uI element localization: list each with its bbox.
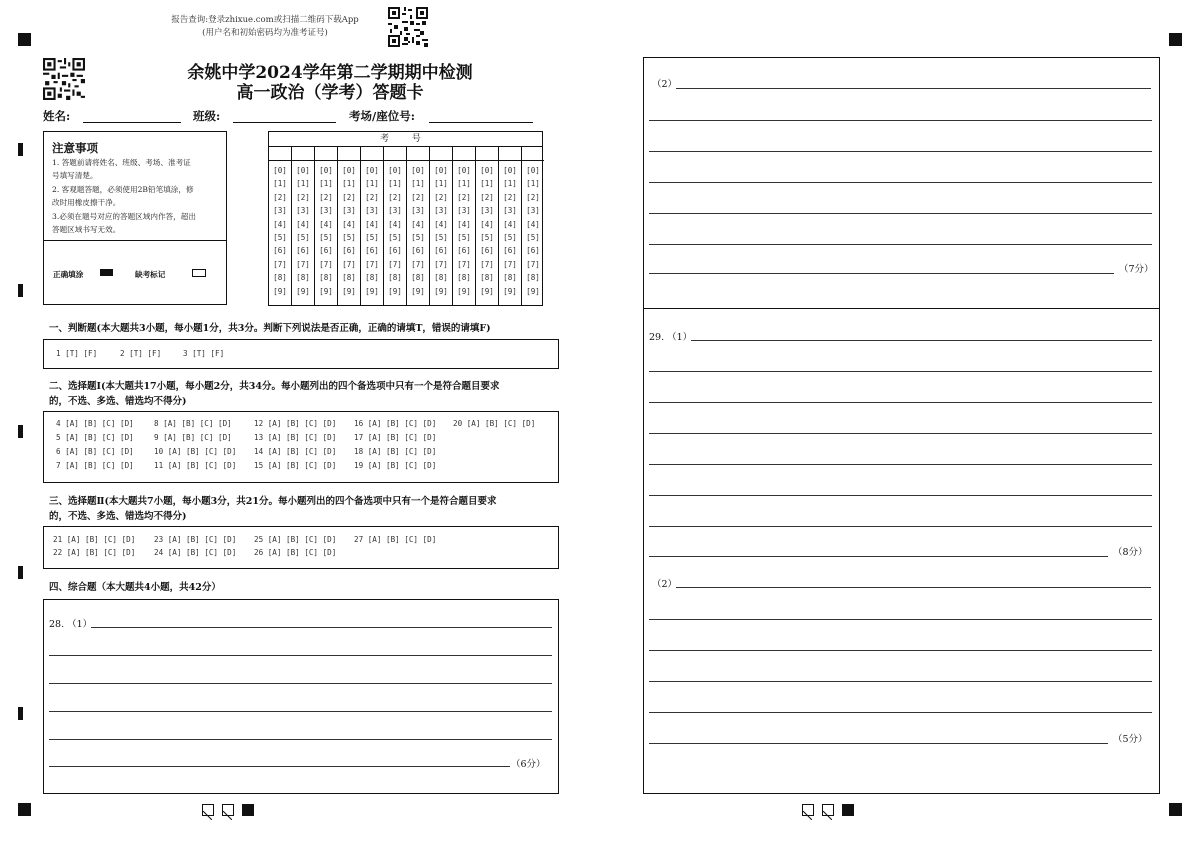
exam-number-write-cell[interactable] bbox=[522, 146, 544, 161]
q28-1-score: （6分） bbox=[511, 759, 546, 770]
exam-number-bubble[interactable]: [2] bbox=[388, 192, 402, 202]
choice-option[interactable]: 5 [A] [B] [C] [D] bbox=[56, 433, 134, 442]
exam-number-bubble[interactable]: [8] bbox=[457, 273, 471, 283]
answer-line bbox=[49, 683, 552, 684]
answer-line bbox=[649, 743, 1108, 744]
choice-option[interactable]: 10 [A] [B] [C] [D] bbox=[154, 447, 237, 456]
exam-number-bubble[interactable]: [8] bbox=[503, 273, 517, 283]
exam-number-bubble[interactable]: [6] bbox=[457, 246, 471, 256]
exam-number-bubble[interactable]: [1] bbox=[480, 179, 494, 189]
choice-option[interactable]: 7 [A] [B] [C] [D] bbox=[56, 461, 134, 470]
exam-number-bubble[interactable]: [7] bbox=[273, 259, 287, 269]
exam-number-column bbox=[430, 146, 453, 306]
exam-number-bubble[interactable]: [5] bbox=[273, 233, 287, 242]
exam-number-write-cell[interactable] bbox=[384, 146, 406, 161]
notice-heading: 注意事项 bbox=[52, 141, 98, 155]
exam-number-bubble[interactable]: [2] bbox=[480, 192, 494, 202]
choice-option[interactable]: 23 [A] [B] [C] [D] bbox=[154, 535, 237, 544]
exam-number-column bbox=[522, 146, 544, 306]
exam-number-bubble[interactable]: [1] bbox=[526, 179, 540, 189]
exam-number-bubble[interactable]: [9] bbox=[411, 286, 425, 296]
exam-number-bubble[interactable]: [1] bbox=[319, 179, 333, 189]
exam-number-bubble[interactable]: [5] bbox=[365, 233, 379, 242]
exam-number-bubble[interactable]: [3] bbox=[434, 206, 448, 216]
exam-number-bubble[interactable]: [7] bbox=[342, 259, 356, 269]
page-marker-filled bbox=[842, 804, 854, 816]
exam-number-column bbox=[453, 146, 476, 306]
exam-number-bubble[interactable]: [5] bbox=[526, 233, 540, 242]
correct-fill-label: 正确填涂 bbox=[53, 270, 84, 279]
judge-option[interactable]: 1 [T] [F] bbox=[56, 349, 98, 358]
choice-option[interactable]: 6 [A] [B] [C] [D] bbox=[56, 447, 134, 456]
exam-number-bubble[interactable]: [8] bbox=[434, 273, 448, 283]
choice-option[interactable]: 14 [A] [B] [C] [D] bbox=[254, 447, 337, 456]
answer-line bbox=[649, 120, 1152, 121]
judge-option[interactable]: 2 [T] [F] bbox=[120, 349, 162, 358]
exam-number-bubble[interactable]: [5] bbox=[503, 233, 517, 242]
notice-line: 2. 客观题答题，必须使用2B铅笔填涂，修 bbox=[52, 185, 194, 194]
choice-option[interactable]: 15 [A] [B] [C] [D] bbox=[254, 461, 337, 470]
exam-number-bubble[interactable]: [3] bbox=[388, 206, 402, 216]
exam-number-bubble[interactable]: [4] bbox=[526, 219, 540, 229]
room-label: 考场/座位号: bbox=[349, 109, 415, 123]
exam-number-column bbox=[315, 146, 338, 306]
q29-2-score: （5分） bbox=[1113, 734, 1148, 745]
choice-option[interactable]: 16 [A] [B] [C] [D] bbox=[354, 419, 437, 428]
exam-number-caption: 考 号 bbox=[269, 132, 542, 147]
exam-number-bubble[interactable]: [7] bbox=[365, 259, 379, 269]
exam-number-column bbox=[361, 146, 384, 306]
exam-number-bubble[interactable]: [0] bbox=[457, 166, 471, 175]
answer-line bbox=[649, 182, 1152, 183]
exam-number-bubble[interactable]: [1] bbox=[434, 179, 448, 189]
exam-number-bubble[interactable]: [7] bbox=[434, 259, 448, 269]
exam-number-bubble[interactable]: [8] bbox=[342, 273, 356, 283]
exam-number-bubble[interactable]: [9] bbox=[296, 286, 310, 296]
qr-code-student bbox=[43, 58, 85, 100]
timing-mark bbox=[18, 143, 23, 156]
choice-option[interactable]: 21 [A] [B] [C] [D] bbox=[53, 535, 136, 544]
section3-box bbox=[43, 526, 559, 569]
exam-number-bubble[interactable]: [3] bbox=[526, 206, 540, 216]
answer-line bbox=[649, 273, 1114, 274]
exam-number-bubble[interactable]: [6] bbox=[480, 246, 494, 256]
exam-number-column bbox=[269, 146, 292, 306]
notice-line: 改时用橡皮擦干净。 bbox=[52, 198, 121, 207]
exam-number-write-cell[interactable] bbox=[453, 146, 475, 161]
answer-line bbox=[676, 587, 1151, 588]
exam-number-bubble[interactable]: [2] bbox=[365, 192, 379, 202]
exam-number-bubble[interactable]: [5] bbox=[434, 233, 448, 242]
judge-option[interactable]: 3 [T] [F] bbox=[183, 349, 225, 358]
answer-line bbox=[649, 213, 1152, 214]
choice-option[interactable]: 12 [A] [B] [C] [D] bbox=[254, 419, 337, 428]
answer-line bbox=[649, 151, 1152, 152]
exam-number-bubble[interactable]: [6] bbox=[319, 246, 333, 256]
answer-line bbox=[49, 766, 510, 767]
q28-2-answer-box[interactable] bbox=[643, 57, 1160, 309]
name-label: 姓名: bbox=[43, 109, 71, 123]
exam-number-bubble[interactable]: [8] bbox=[411, 273, 425, 283]
answer-line bbox=[691, 340, 1152, 341]
answer-line bbox=[649, 464, 1152, 465]
answer-line bbox=[49, 711, 552, 712]
exam-number-bubble[interactable]: [9] bbox=[319, 286, 333, 296]
exam-number-bubble[interactable]: [0] bbox=[296, 166, 310, 175]
exam-number-bubble[interactable]: [0] bbox=[319, 166, 333, 175]
exam-number-bubble[interactable]: [8] bbox=[526, 273, 540, 283]
qr-code-icon bbox=[388, 7, 428, 47]
exam-number-bubble[interactable]: [9] bbox=[457, 286, 471, 296]
exam-number-write-cell[interactable] bbox=[315, 146, 337, 161]
exam-number-bubble[interactable]: [4] bbox=[434, 219, 448, 229]
exam-number-bubble[interactable]: [6] bbox=[273, 246, 287, 256]
exam-number-bubble[interactable]: [7] bbox=[457, 259, 471, 269]
exam-number-bubble[interactable]: [1] bbox=[273, 179, 287, 189]
exam-number-bubble[interactable]: [6] bbox=[434, 246, 448, 256]
exam-number-bubble[interactable]: [4] bbox=[503, 219, 517, 229]
exam-number-bubble[interactable]: [5] bbox=[342, 233, 356, 242]
exam-number-column bbox=[338, 146, 361, 306]
corner-mark-top-left bbox=[18, 33, 31, 46]
exam-number-bubble[interactable]: [2] bbox=[434, 192, 448, 202]
exam-number-bubble[interactable]: [2] bbox=[319, 192, 333, 202]
class-label: 班级: bbox=[193, 109, 221, 123]
class-field[interactable] bbox=[233, 110, 336, 123]
exam-number-bubble[interactable]: [6] bbox=[388, 246, 402, 256]
choice-option[interactable]: 27 [A] [B] [C] [D] bbox=[354, 535, 437, 544]
choice-option[interactable]: 18 [A] [B] [C] [D] bbox=[354, 447, 437, 456]
absent-mark-box[interactable] bbox=[192, 269, 206, 277]
answer-line bbox=[649, 619, 1152, 620]
exam-number-bubble[interactable]: [2] bbox=[503, 192, 517, 202]
choice-option[interactable]: 20 [A] [B] [C] [D] bbox=[453, 419, 536, 428]
exam-number-bubble[interactable]: [9] bbox=[480, 286, 494, 296]
sheet-subtitle: 高一政治（学考）答题卡 bbox=[236, 83, 424, 103]
section3-heading bbox=[49, 494, 496, 524]
exam-number-bubble[interactable]: [4] bbox=[296, 219, 310, 229]
answer-line bbox=[649, 712, 1152, 713]
answer-line bbox=[649, 244, 1152, 245]
exam-number-bubble[interactable]: [0] bbox=[365, 166, 379, 175]
exam-number-bubble[interactable]: [1] bbox=[503, 179, 517, 189]
exam-number-bubble[interactable]: [0] bbox=[388, 166, 402, 175]
q29-answer-box[interactable] bbox=[643, 308, 1160, 794]
exam-number-bubble[interactable]: [3] bbox=[342, 206, 356, 216]
choice-option[interactable]: 9 [A] [B] [C] [D] bbox=[154, 433, 232, 442]
exam-number-bubble[interactable]: [5] bbox=[296, 233, 310, 242]
exam-number-bubble[interactable]: [0] bbox=[480, 166, 494, 175]
exam-number-write-cell[interactable] bbox=[407, 146, 429, 161]
exam-number-bubble[interactable]: [2] bbox=[526, 192, 540, 202]
exam-number-bubble[interactable]: [0] bbox=[411, 166, 425, 175]
exam-number-column bbox=[292, 146, 315, 306]
notice-line: 1. 答题前请将姓名、班级、考场、准考证 bbox=[52, 158, 191, 167]
exam-number-bubble[interactable]: [9] bbox=[273, 286, 287, 296]
page-marker-empty bbox=[202, 804, 214, 816]
exam-number-bubble[interactable]: [0] bbox=[342, 166, 356, 175]
exam-number-bubble[interactable]: [2] bbox=[342, 192, 356, 202]
exam-number-bubble[interactable]: [8] bbox=[296, 273, 310, 283]
exam-number-bubble[interactable]: [2] bbox=[296, 192, 310, 202]
exam-number-bubble[interactable]: [3] bbox=[457, 206, 471, 216]
exam-number-bubble[interactable]: [5] bbox=[411, 233, 425, 242]
q29-2-label: （2） bbox=[652, 579, 678, 590]
exam-number-bubble[interactable]: [8] bbox=[480, 273, 494, 283]
exam-number-bubble[interactable]: [4] bbox=[388, 219, 402, 229]
q28-2-label: （2） bbox=[652, 79, 678, 90]
exam-number-bubble[interactable]: [5] bbox=[319, 233, 333, 242]
q28-answer-box[interactable] bbox=[43, 599, 559, 794]
sheet-title: 余姚中学2024学年第二学期期中检测 bbox=[187, 63, 473, 83]
name-field[interactable] bbox=[83, 110, 181, 123]
q28-label: 28. （1） bbox=[49, 619, 93, 630]
page-marker-filled bbox=[242, 804, 254, 816]
answer-line bbox=[649, 556, 1108, 557]
exam-number-bubble[interactable]: [3] bbox=[296, 206, 310, 216]
exam-number-bubble[interactable]: [9] bbox=[434, 286, 448, 296]
exam-number-bubble[interactable]: [2] bbox=[273, 192, 287, 202]
section2-heading-line2: 的，不选、多选、错选均不得分) bbox=[49, 396, 187, 407]
timing-mark bbox=[18, 566, 23, 579]
exam-number-bubble[interactable]: [7] bbox=[388, 259, 402, 269]
exam-number-bubble[interactable]: [8] bbox=[365, 273, 379, 283]
exam-number-column bbox=[499, 146, 522, 306]
answer-line bbox=[649, 433, 1152, 434]
section2-heading bbox=[49, 379, 500, 409]
exam-number-bubble[interactable]: [6] bbox=[411, 246, 425, 256]
q29-1-score: （8分） bbox=[1113, 547, 1148, 558]
exam-number-bubble[interactable]: [8] bbox=[388, 273, 402, 283]
exam-number-bubble[interactable]: [6] bbox=[365, 246, 379, 256]
corner-mark-top-right bbox=[1169, 33, 1182, 46]
section3-heading-line1: 三、选择题Ⅱ(本大题共7小题，每小题3分，共21分。每小题列出的四个备选项中只有一个是符合题目要求 bbox=[49, 496, 497, 507]
exam-number-bubble[interactable]: [7] bbox=[503, 259, 517, 269]
exam-number-write-cell[interactable] bbox=[499, 146, 521, 161]
exam-number-bubble[interactable]: [1] bbox=[457, 179, 471, 189]
exam-number-bubble[interactable]: [3] bbox=[273, 206, 287, 216]
exam-number-bubble[interactable]: [2] bbox=[457, 192, 471, 202]
choice-option[interactable]: 11 [A] [B] [C] [D] bbox=[154, 461, 237, 470]
qr-code-download[interactable] bbox=[388, 7, 428, 47]
choice-option[interactable]: 24 [A] [B] [C] [D] bbox=[154, 548, 237, 557]
exam-number-write-cell[interactable] bbox=[361, 146, 383, 161]
slash-icon bbox=[823, 811, 832, 820]
answer-line bbox=[676, 88, 1151, 89]
exam-number-bubble[interactable]: [4] bbox=[411, 219, 425, 229]
choice-option[interactable]: 17 [A] [B] [C] [D] bbox=[354, 433, 437, 442]
exam-number-column bbox=[476, 146, 499, 306]
qr-code-icon bbox=[43, 58, 85, 100]
slash-icon bbox=[203, 811, 212, 820]
corner-mark-bottom-left bbox=[18, 803, 31, 816]
answer-line bbox=[649, 371, 1152, 372]
exam-number-bubble[interactable]: [3] bbox=[411, 206, 425, 216]
exam-number-write-cell[interactable] bbox=[476, 146, 498, 161]
choice-option[interactable]: 22 [A] [B] [C] [D] bbox=[53, 548, 136, 557]
exam-number-column bbox=[384, 146, 407, 306]
notice-box bbox=[43, 131, 227, 305]
q28-2-score: （7分） bbox=[1119, 264, 1154, 275]
corner-mark-bottom-right bbox=[1169, 803, 1182, 816]
exam-number-bubble[interactable]: [3] bbox=[480, 206, 494, 216]
answer-line bbox=[91, 627, 552, 628]
exam-number-bubble[interactable]: [5] bbox=[388, 233, 402, 242]
choice-option[interactable]: 13 [A] [B] [C] [D] bbox=[254, 433, 337, 442]
timing-mark bbox=[18, 425, 23, 438]
exam-number-bubble[interactable]: [4] bbox=[457, 219, 471, 229]
report-hint bbox=[150, 14, 380, 40]
timing-mark bbox=[18, 284, 23, 297]
exam-number-bubble[interactable]: [0] bbox=[434, 166, 448, 175]
exam-number-bubble[interactable]: [4] bbox=[365, 219, 379, 229]
answer-line bbox=[649, 650, 1152, 651]
exam-number-bubble[interactable]: [3] bbox=[365, 206, 379, 216]
exam-number-bubble[interactable]: [9] bbox=[365, 286, 379, 296]
slash-icon bbox=[223, 811, 232, 820]
exam-number-bubble[interactable]: [9] bbox=[342, 286, 356, 296]
q29-label: 29. （1） bbox=[649, 332, 693, 343]
correct-fill-sample bbox=[100, 269, 113, 276]
answer-line bbox=[649, 402, 1152, 403]
exam-number-bubble[interactable]: [9] bbox=[526, 286, 540, 296]
exam-number-bubble[interactable]: [3] bbox=[503, 206, 517, 216]
exam-number-bubble[interactable]: [4] bbox=[342, 219, 356, 229]
exam-number-bubble[interactable]: [6] bbox=[503, 246, 517, 256]
notice-line: 3.必须在题号对应的答题区域内作答，超出 bbox=[52, 212, 196, 221]
exam-number-bubble[interactable]: [0] bbox=[273, 166, 287, 175]
exam-number-bubble[interactable]: [3] bbox=[319, 206, 333, 216]
exam-number-bubble[interactable]: [5] bbox=[457, 233, 471, 242]
notice-line: 答题区域书写无效。 bbox=[52, 225, 121, 234]
section4-heading: 四、综合题（本大题共4小题，共42分） bbox=[49, 582, 221, 593]
exam-number-write-cell[interactable] bbox=[292, 146, 314, 161]
exam-number-bubble[interactable]: [2] bbox=[411, 192, 425, 202]
exam-number-bubble[interactable]: [7] bbox=[319, 259, 333, 269]
exam-number-bubble[interactable]: [1] bbox=[296, 179, 310, 189]
exam-number-write-cell[interactable] bbox=[338, 146, 360, 161]
exam-number-bubble[interactable]: [5] bbox=[480, 233, 494, 242]
exam-number-bubble[interactable]: [1] bbox=[365, 179, 379, 189]
section1-heading: 一、判断题(本大题共3小题，每小题1分，共3分。判断下列说法是否正确，正确的请填T，错误的请填F) bbox=[49, 323, 491, 334]
exam-number-bubble[interactable]: [1] bbox=[411, 179, 425, 189]
exam-number-grid bbox=[268, 131, 543, 306]
exam-number-bubble[interactable]: [7] bbox=[296, 259, 310, 269]
choice-option[interactable]: 19 [A] [B] [C] [D] bbox=[354, 461, 437, 470]
exam-number-bubble[interactable]: [6] bbox=[296, 246, 310, 256]
exam-number-bubble[interactable]: [9] bbox=[503, 286, 517, 296]
choice-option[interactable]: 25 [A] [B] [C] [D] bbox=[254, 535, 337, 544]
answer-line bbox=[649, 526, 1152, 527]
answer-line bbox=[649, 681, 1152, 682]
exam-number-bubble[interactable]: [7] bbox=[411, 259, 425, 269]
choice-option[interactable]: 8 [A] [B] [C] [D] bbox=[154, 419, 232, 428]
absent-mark-label: 缺考标记 bbox=[135, 270, 166, 279]
notice-line: 号填写清楚。 bbox=[52, 171, 98, 180]
section2-heading-line1: 二、选择题Ⅰ(本大题共17小题，每小题2分，共34分。每小题列出的四个备选项中只有一个是符合题目要求 bbox=[49, 381, 500, 392]
page-marker-empty bbox=[802, 804, 814, 816]
exam-number-bubble[interactable]: [6] bbox=[526, 246, 540, 256]
choice-option[interactable]: 26 [A] [B] [C] [D] bbox=[254, 548, 337, 557]
exam-number-bubble[interactable]: [1] bbox=[388, 179, 402, 189]
section3-heading-line2: 的，不选、多选、错选均不得分) bbox=[49, 511, 187, 522]
notice-divider bbox=[44, 240, 226, 241]
exam-number-bubble[interactable]: [7] bbox=[526, 259, 540, 269]
exam-number-bubble[interactable]: [4] bbox=[480, 219, 494, 229]
timing-mark bbox=[18, 707, 23, 720]
answer-line bbox=[49, 655, 552, 656]
answer-line bbox=[649, 495, 1152, 496]
answer-line bbox=[49, 739, 552, 740]
section1-box bbox=[43, 339, 559, 369]
room-field[interactable] bbox=[429, 110, 533, 123]
exam-number-bubble[interactable]: [8] bbox=[273, 273, 287, 283]
page-marker-empty bbox=[822, 804, 834, 816]
exam-number-bubble[interactable]: [7] bbox=[480, 259, 494, 269]
exam-number-column bbox=[407, 146, 430, 306]
exam-number-write-cell[interactable] bbox=[430, 146, 452, 161]
exam-number-write-cell[interactable] bbox=[269, 146, 291, 161]
exam-number-bubble[interactable]: [6] bbox=[342, 246, 356, 256]
exam-number-bubble[interactable]: [4] bbox=[319, 219, 333, 229]
choice-option[interactable]: 4 [A] [B] [C] [D] bbox=[56, 419, 134, 428]
report-hint-line2: (用户名和初始密码均为准考证号) bbox=[202, 28, 328, 38]
report-hint-line1: 报告查询:登录zhixue.com或扫描二维码下载App bbox=[171, 15, 359, 25]
exam-number-bubble[interactable]: [9] bbox=[388, 286, 402, 296]
exam-number-bubble[interactable]: [8] bbox=[319, 273, 333, 283]
exam-number-bubble[interactable]: [0] bbox=[526, 166, 540, 175]
slash-icon bbox=[803, 811, 812, 820]
section2-box bbox=[43, 411, 559, 483]
page-marker-empty bbox=[222, 804, 234, 816]
exam-number-bubble[interactable]: [0] bbox=[503, 166, 517, 175]
exam-number-bubble[interactable]: [1] bbox=[342, 179, 356, 189]
exam-number-bubble[interactable]: [4] bbox=[273, 219, 287, 229]
